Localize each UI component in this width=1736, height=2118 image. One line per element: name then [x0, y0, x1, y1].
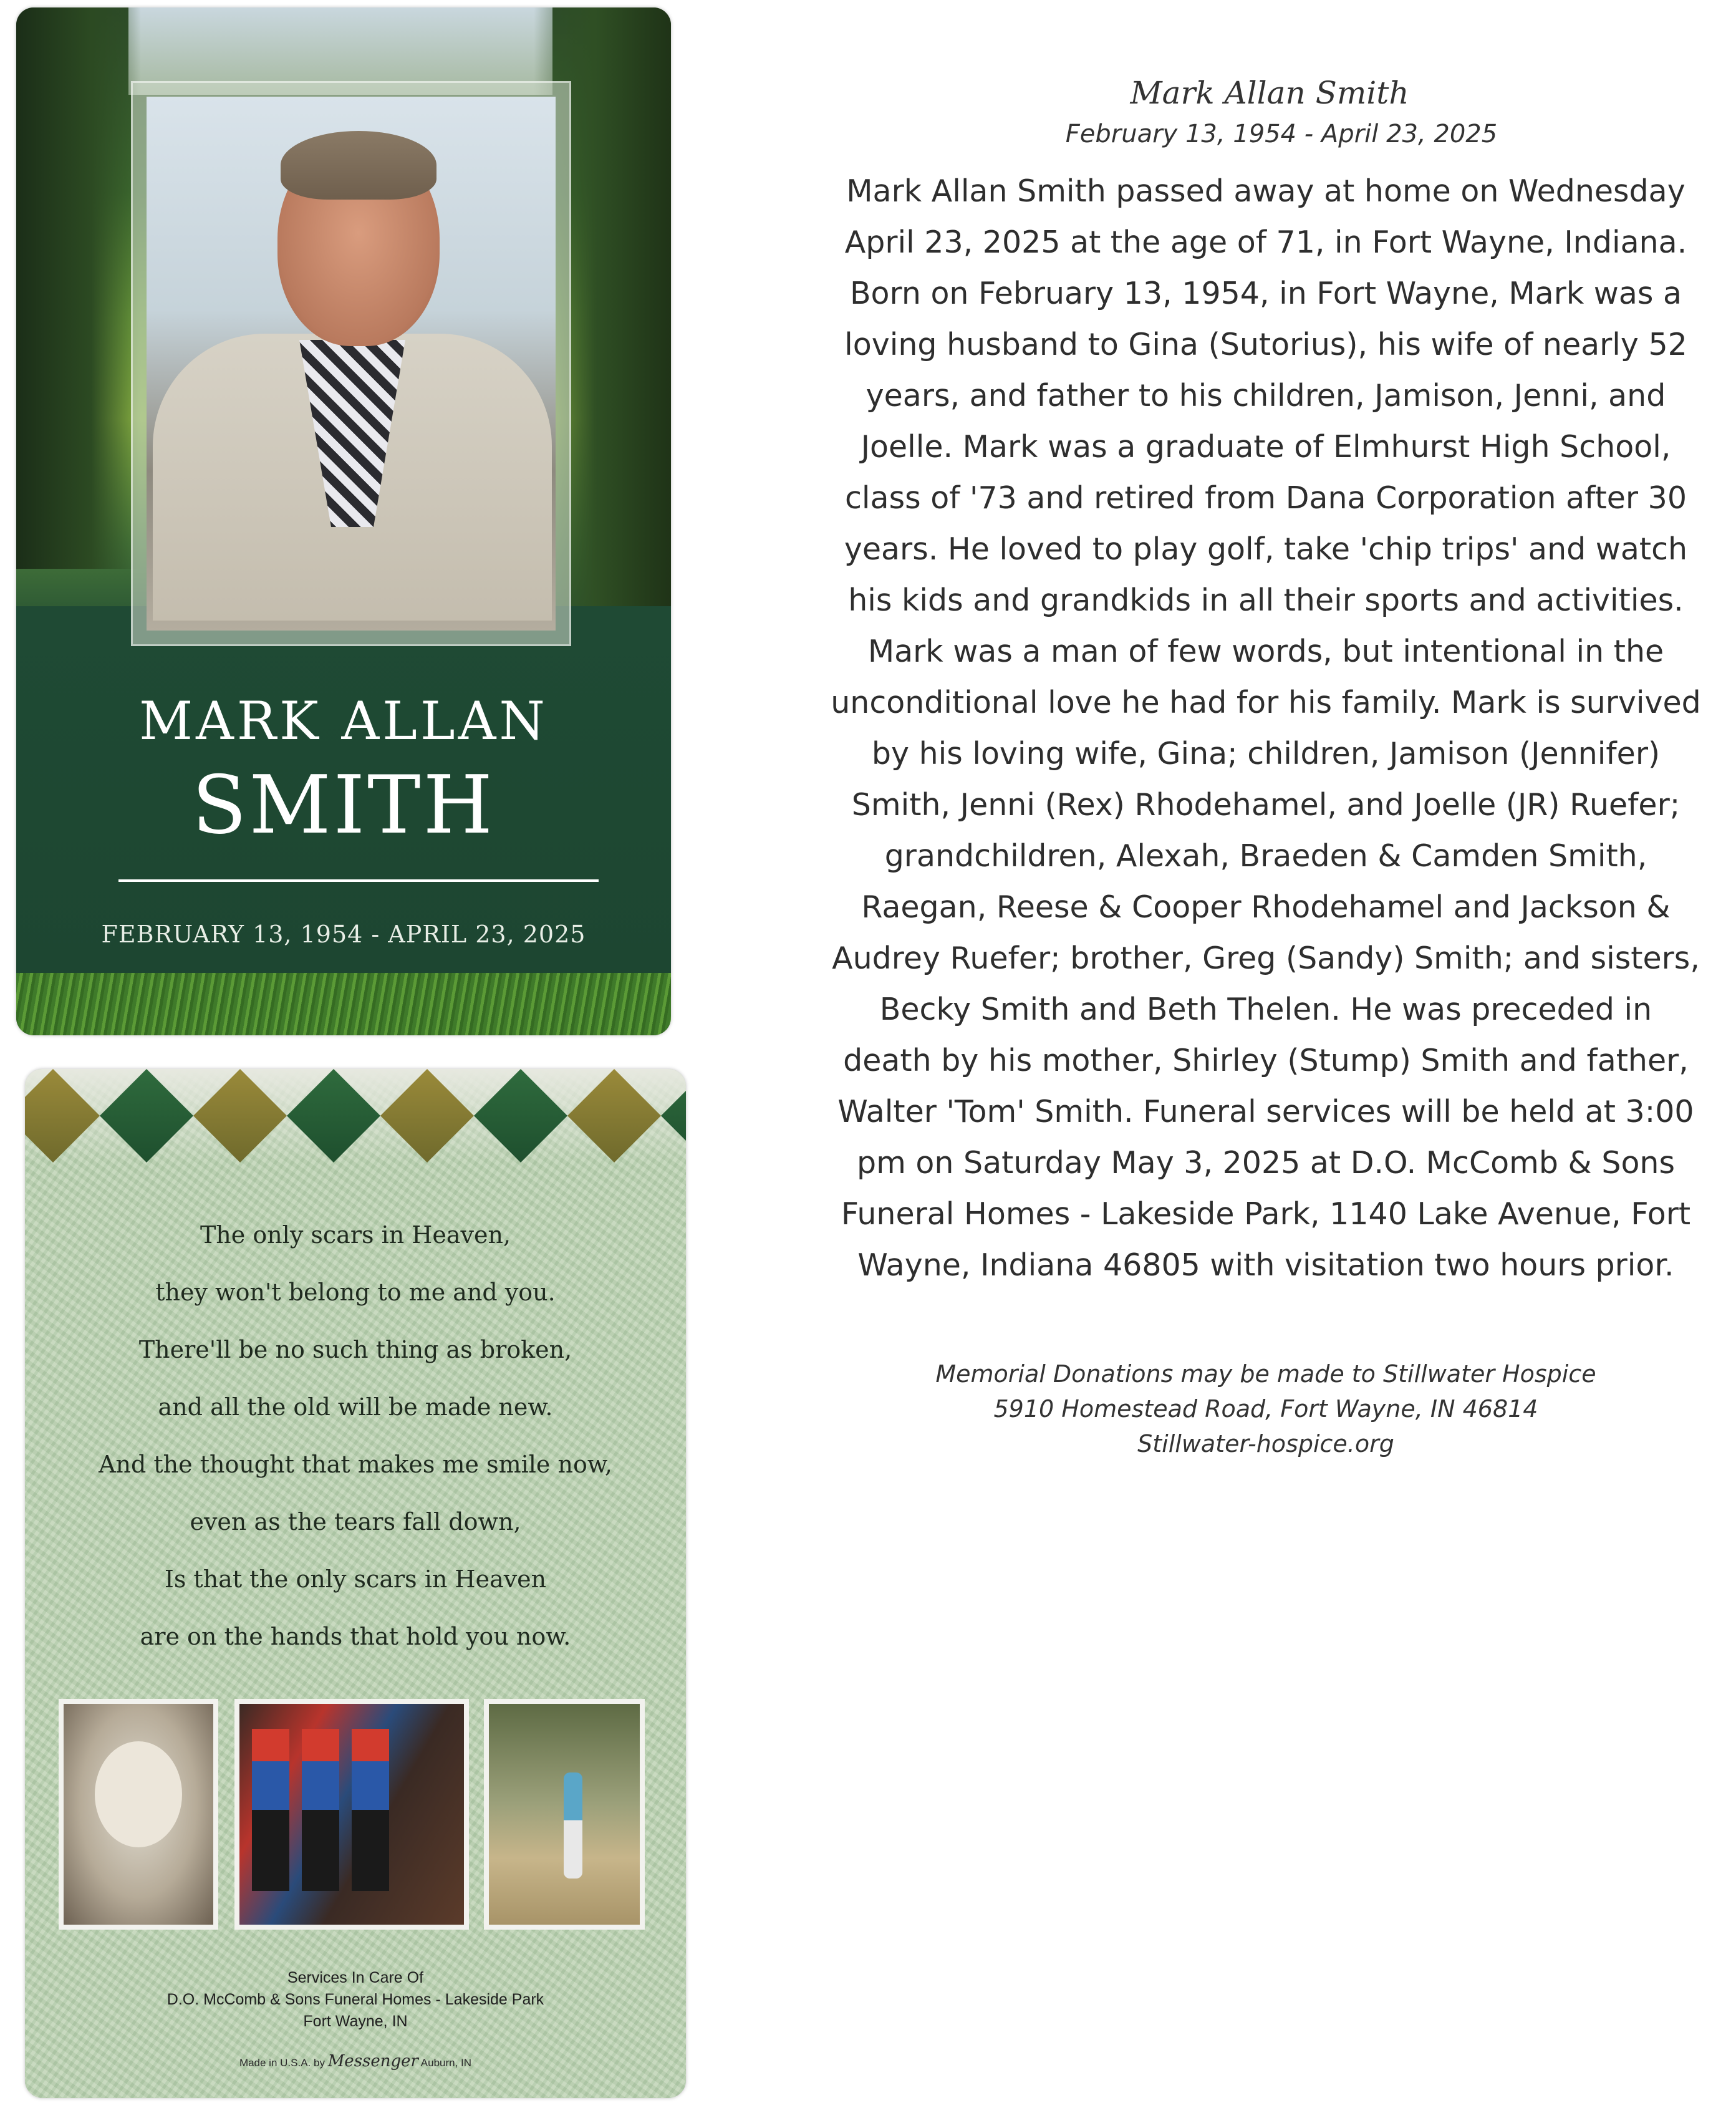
trees-left [16, 7, 141, 569]
obituary-line: pm on Saturday May 3, 2025 at D.O. McComb & Sons [856, 1145, 1676, 1181]
poem-line: And the thought that makes me smile now, [99, 1451, 612, 1478]
obituary-line: unconditional love he had for his family. Mark is survived [831, 685, 1701, 720]
obituary-line: death by his mother, Shirley (Stump) Smith and father, [843, 1043, 1689, 1078]
obituary-line: his kids and grandkids in all their sports and activities. [848, 583, 1684, 618]
services-line: Services In Care Of [287, 1969, 424, 1986]
messenger-logo: Messenger [327, 2052, 418, 2071]
obituary-line: loving husband to Gina (Sutorius), his wife of nearly 52 [844, 327, 1687, 362]
poem-line: they won't belong to me and you. [155, 1279, 556, 1306]
front-divider [118, 879, 599, 882]
portrait-photo [147, 97, 556, 631]
obituary-line: Smith, Jenni (Rex) Rhodehamel, and Joelle (JR) Ruefer; [851, 787, 1681, 823]
obituary-line: grandchildren, Alexah, Braeden & Camden Smith, [884, 838, 1647, 874]
obituary-line: Audrey Ruefer; brother, Greg (Sandy) Smith; and sisters, [832, 941, 1700, 976]
obituary-line: by his loving wife, Gina; children, Jamison (Jennifer) [871, 736, 1661, 771]
poem-line: Is that the only scars in Heaven [164, 1565, 547, 1593]
made-in-suffix: Auburn, IN [420, 2057, 472, 2069]
obituary-body [811, 166, 1721, 1291]
poem-line: The only scars in Heaven, [200, 1221, 511, 1249]
golf-photo [484, 1699, 645, 1930]
made-in-prefix: Made in U.S.A. by [239, 2057, 325, 2069]
obituary [811, 75, 1721, 1291]
front-surname: SMITH [191, 759, 496, 852]
donations-website: Stillwater-hospice.org [1137, 1430, 1394, 1458]
poem-line: and all the old will be made new. [158, 1393, 553, 1421]
poem-line: even as the tears fall down, [190, 1508, 521, 1535]
obituary-line: April 23, 2025 at the age of 71, in Fort Wayne, Indiana. [844, 225, 1687, 260]
back-card [25, 1069, 686, 2098]
poem-line: are on the hands that hold you now. [140, 1623, 571, 1650]
services-line: D.O. McComb & Sons Funeral Homes - Lakeside Park [166, 1991, 544, 2008]
obituary-name: Mark Allan Smith [1130, 75, 1409, 111]
arcade-photo [234, 1699, 469, 1930]
services-line: Fort Wayne, IN [303, 2013, 408, 2030]
obituary-line: Joelle. Mark was a graduate of Elmhurst High School, [861, 429, 1671, 465]
obituary-line: Funeral Homes - Lakeside Park, 1140 Lake Avenue, Fort [841, 1196, 1691, 1232]
obituary-dates: February 13, 1954 - April 23, 2025 [1065, 120, 1498, 148]
obituary-line: Walter 'Tom' Smith. Funeral services will be held at 3:00 [837, 1094, 1694, 1129]
obituary-line: Wayne, Indiana 46805 with visitation two hours prior. [857, 1247, 1674, 1283]
donations-address: 5910 Homestead Road, Fort Wayne, IN 46814 [993, 1395, 1538, 1423]
front-dates: FEBRUARY 13, 1954 - APRIL 23, 2025 [101, 921, 586, 948]
memorial-donations [811, 1356, 1721, 1461]
obituary-line: years, and father to his children, Jamison, Jenni, and [866, 378, 1666, 413]
poem-line: There'll be no such thing as broken, [138, 1336, 572, 1363]
services-credit [25, 1967, 686, 2033]
poem [25, 1206, 686, 1665]
made-in-credit [25, 2052, 686, 2071]
donations-line: Memorial Donations may be made to Stillwater Hospice [935, 1360, 1596, 1388]
baby-photo [59, 1699, 218, 1930]
obituary-line: Mark Allan Smith passed away at home on Wednesday [846, 173, 1685, 209]
grass-strip [16, 973, 671, 1035]
obituary-line: Becky Smith and Beth Thelen. He was preceded in [879, 992, 1652, 1027]
front-card [16, 7, 671, 1035]
obituary-line: class of '73 and retired from Dana Corporation after 30 [844, 480, 1687, 516]
obituary-line: Raegan, Reese & Cooper Rhodehamel and Jackson & [861, 889, 1671, 925]
front-first-names: MARK ALLAN [139, 690, 548, 752]
obituary-line: years. He loved to play golf, take 'chip trips' and watch [844, 531, 1688, 567]
portrait-frame [131, 81, 571, 646]
obituary-line: Born on February 13, 1954, in Fort Wayne, Mark was a [849, 276, 1682, 311]
argyle-pattern [25, 1069, 686, 1163]
obituary-line: Mark was a man of few words, but intentional in the [867, 634, 1664, 669]
